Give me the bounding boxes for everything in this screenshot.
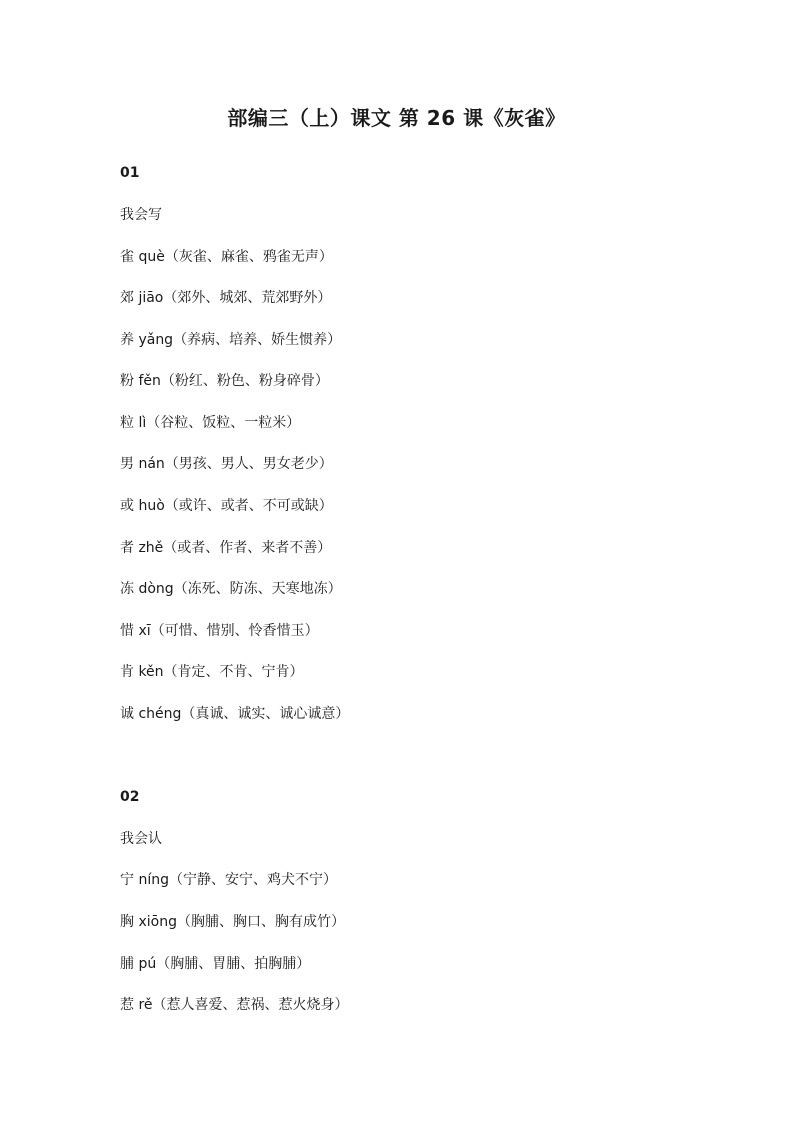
section-number-01: 01 — [120, 165, 140, 181]
list-item: 或 huò（或许、或者、不可或缺） — [120, 498, 333, 514]
list-item: 者 zhě（或者、作者、来者不善） — [120, 540, 332, 556]
list-item: 雀 què（灰雀、麻雀、鸦雀无声） — [120, 249, 333, 265]
list-item: 粉 fěn（粉红、粉色、粉身碎骨） — [120, 373, 329, 389]
list-item: 冻 dòng（冻死、防冻、天寒地冻） — [120, 581, 342, 597]
list-item: 惜 xī（可惜、惜别、怜香惜玉） — [120, 623, 319, 639]
section-number-02: 02 — [120, 789, 140, 805]
list-item: 郊 jiāo（郊外、城郊、荒郊野外） — [120, 290, 332, 306]
list-item: 惹 rě（惹人喜爱、惹祸、惹火烧身） — [120, 997, 349, 1013]
section-heading-write: 我会写 — [120, 207, 162, 223]
page-title: 部编三（上）课文 第 26 课《灰雀》 — [227, 106, 566, 130]
list-item: 诚 chéng（真诚、诚实、诚心诚意） — [120, 706, 350, 722]
section-heading-recognize: 我会认 — [120, 831, 162, 847]
list-item: 养 yǎng（养病、培养、娇生惯养） — [120, 332, 342, 348]
list-item: 脯 pú（胸脯、胃脯、拍胸脯） — [120, 956, 311, 972]
list-item: 胸 xiōng（胸脯、胸口、胸有成竹） — [120, 914, 345, 930]
list-item: 粒 lì（谷粒、饭粒、一粒米） — [120, 415, 301, 431]
list-item: 肯 kěn（肯定、不肯、宁肯） — [120, 664, 304, 680]
list-item: 男 nán（男孩、男人、男女老少） — [120, 456, 333, 472]
list-item: 宁 níng（宁静、安宁、鸡犬不宁） — [120, 872, 337, 888]
